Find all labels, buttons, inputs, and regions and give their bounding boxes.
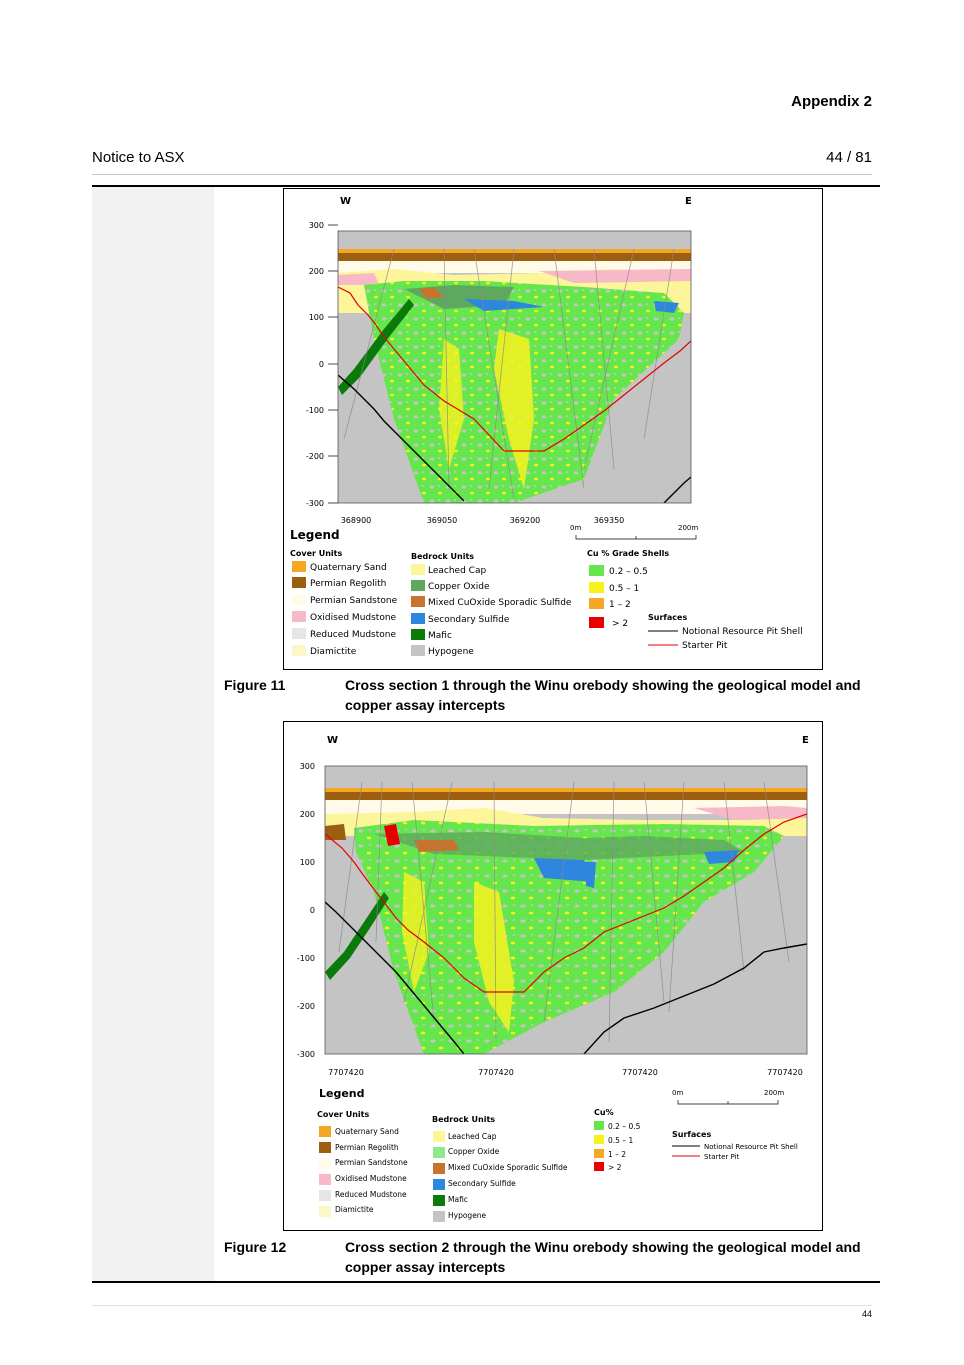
legend-item: Reduced Mudstone — [335, 1190, 407, 1199]
legend-item: Permian Sandstone — [335, 1158, 408, 1167]
left-margin-panel — [92, 187, 214, 1281]
swatch-grade-low — [594, 1121, 604, 1130]
legend-title: Legend — [290, 528, 340, 542]
swatch-secondary-sulfide — [411, 613, 425, 624]
legend-item: Reduced Mudstone — [310, 630, 397, 640]
legend-item: Notional Resource Pit Shell — [704, 1143, 798, 1151]
header-rule — [92, 174, 872, 175]
y-tick: -100 — [296, 954, 315, 963]
legend-item: Copper Oxide — [448, 1147, 500, 1156]
y-tick: 200 — [299, 810, 315, 819]
x-tick: 369350 — [593, 516, 625, 525]
legend-item: Permian Regolith — [310, 579, 387, 589]
legend-item: Oxidised Mudstone — [310, 613, 397, 623]
scale-start: 0m — [672, 1089, 684, 1097]
figure-11 — [283, 188, 823, 670]
swatch-mixed-cuoxide — [433, 1163, 445, 1174]
figure-11-number: Figure 11 — [224, 677, 286, 693]
header-title: Notice to ASX — [92, 149, 185, 166]
bedrock-units-title: Bedrock Units — [432, 1115, 496, 1124]
legend-item: Notional Resource Pit Shell — [682, 627, 803, 637]
legend-item: Hypogene — [448, 1211, 487, 1220]
swatch-mafic — [433, 1195, 445, 1206]
swatch-reduced-mudstone — [292, 628, 306, 639]
legend-item: Mixed CuOxide Sporadic Sulfide — [448, 1163, 568, 1172]
y-tick: -200 — [305, 452, 324, 461]
swatch-secondary-sulfide — [433, 1179, 445, 1190]
swatch-grade-low — [589, 565, 604, 576]
legend-item: Secondary Sulfide — [428, 615, 510, 625]
header-page-number: 44 / 81 — [826, 149, 872, 166]
scale-start: 0m — [570, 524, 582, 532]
direction-west: W — [340, 196, 352, 207]
x-tick: 7707420 — [328, 1068, 364, 1077]
legend-item: 1 – 2 — [608, 1150, 627, 1159]
y-tick: 0 — [318, 360, 324, 369]
legend-item: Diamictite — [335, 1205, 374, 1214]
cover-units-title: Cover Units — [317, 1110, 370, 1119]
legend-item: Mafic — [448, 1195, 468, 1204]
figure-11-caption: Cross section 1 through the Winu orebody showing the geological model and copper assay intercepts — [345, 677, 861, 713]
direction-east: E — [802, 735, 809, 746]
y-tick: -200 — [296, 1002, 315, 1011]
swatch-grade-high — [589, 598, 604, 609]
swatch-grade-top — [589, 617, 604, 628]
swatch-grade-mid — [589, 582, 604, 593]
swatch-hypogene — [433, 1211, 445, 1222]
y-tick: 300 — [308, 221, 324, 230]
x-tick: 7707420 — [478, 1068, 514, 1077]
y-tick: 200 — [308, 267, 324, 276]
swatch-oxidised-mudstone — [292, 611, 306, 622]
table-bottom-border — [92, 1281, 880, 1283]
figure-12 — [283, 721, 823, 1231]
legend-item: Oxidised Mudstone — [335, 1174, 407, 1183]
swatch-permian-sandstone — [292, 594, 306, 605]
legend-title: Legend — [319, 1087, 365, 1100]
surfaces-title: Surfaces — [648, 613, 688, 622]
legend-item: Permian Sandstone — [310, 596, 398, 606]
y-tick: 100 — [308, 313, 324, 322]
legend-item: > 2 — [608, 1163, 622, 1172]
grade-shells-title: Cu % Grade Shells — [587, 549, 670, 558]
swatch-permian-regolith — [319, 1142, 331, 1153]
legend-item: Starter Pit — [704, 1153, 740, 1161]
legend-item: Copper Oxide — [428, 582, 490, 592]
legend-item: 0.5 – 1 — [608, 1136, 634, 1145]
swatch-copper-oxide — [433, 1147, 445, 1158]
swatch-hypogene — [411, 645, 425, 656]
x-tick: 369050 — [426, 516, 458, 525]
figure-12-number: Figure 12 — [224, 1239, 287, 1255]
x-tick: 369200 — [509, 516, 541, 525]
swatch-mafic — [411, 629, 425, 640]
figure-12-caption: Cross section 2 through the Winu orebody showing the geological model and copper assay intercepts — [345, 1239, 861, 1275]
legend-item: 1 – 2 — [609, 600, 631, 610]
swatch-grade-high — [594, 1149, 604, 1158]
swatch-oxidised-mudstone — [319, 1174, 331, 1185]
direction-west: W — [327, 735, 339, 746]
surfaces-title: Surfaces — [672, 1130, 712, 1139]
legend-item: Hypogene — [428, 647, 474, 657]
swatch-quaternary-sand — [319, 1126, 331, 1137]
legend-item: 0.5 – 1 — [609, 584, 640, 594]
scale-bar — [576, 535, 696, 539]
legend-item: Quaternary Sand — [335, 1127, 399, 1136]
bedrock-units-title: Bedrock Units — [411, 552, 475, 561]
footer-rule — [92, 1305, 872, 1306]
swatch-mixed-cuoxide — [411, 596, 425, 607]
legend-item: Leached Cap — [448, 1132, 497, 1141]
x-tick: 368900 — [340, 516, 372, 525]
swatch-quaternary-sand — [292, 561, 306, 572]
legend-item: Permian Regolith — [335, 1143, 399, 1152]
footer-page-number: 44 — [861, 1309, 872, 1319]
x-tick: 7707420 — [767, 1068, 803, 1077]
legend-item: Mafic — [428, 631, 452, 641]
y-tick: 100 — [299, 858, 315, 867]
swatch-copper-oxide — [411, 580, 425, 591]
y-tick: -300 — [305, 499, 324, 508]
legend-item: Secondary Sulfide — [448, 1179, 516, 1188]
legend-item: 0.2 – 0.5 — [608, 1122, 641, 1131]
legend-item: Mixed CuOxide Sporadic Sulfide — [428, 598, 572, 608]
swatch-leached-cap — [411, 564, 425, 575]
swatch-permian-regolith — [292, 577, 306, 588]
legend-item: Diamictite — [310, 647, 357, 657]
direction-east: E — [685, 196, 692, 207]
swatch-leached-cap — [433, 1131, 445, 1142]
legend-item: Quaternary Sand — [310, 563, 387, 573]
scale-end: 200m — [678, 524, 699, 532]
swatch-reduced-mudstone — [319, 1190, 331, 1201]
legend-item: > 2 — [612, 619, 629, 629]
legend-item: Starter Pit — [682, 641, 728, 651]
cover-units-title: Cover Units — [290, 549, 343, 558]
appendix-label: Appendix 2 — [791, 93, 872, 110]
y-tick: -100 — [305, 406, 324, 415]
x-tick: 7707420 — [622, 1068, 658, 1077]
swatch-diamictite — [292, 645, 306, 656]
grade-shells-title: Cu% — [594, 1108, 614, 1117]
legend-item: Leached Cap — [428, 566, 487, 576]
swatch-grade-mid — [594, 1135, 604, 1144]
scale-end: 200m — [764, 1089, 785, 1097]
y-tick: -300 — [296, 1050, 315, 1059]
y-tick: 0 — [309, 906, 315, 915]
swatch-grade-top — [594, 1162, 604, 1171]
legend-item: 0.2 – 0.5 — [609, 567, 648, 577]
swatch-permian-sandstone — [319, 1158, 331, 1169]
y-tick: 300 — [299, 762, 315, 771]
scale-bar — [678, 1100, 778, 1104]
swatch-diamictite — [319, 1206, 331, 1217]
